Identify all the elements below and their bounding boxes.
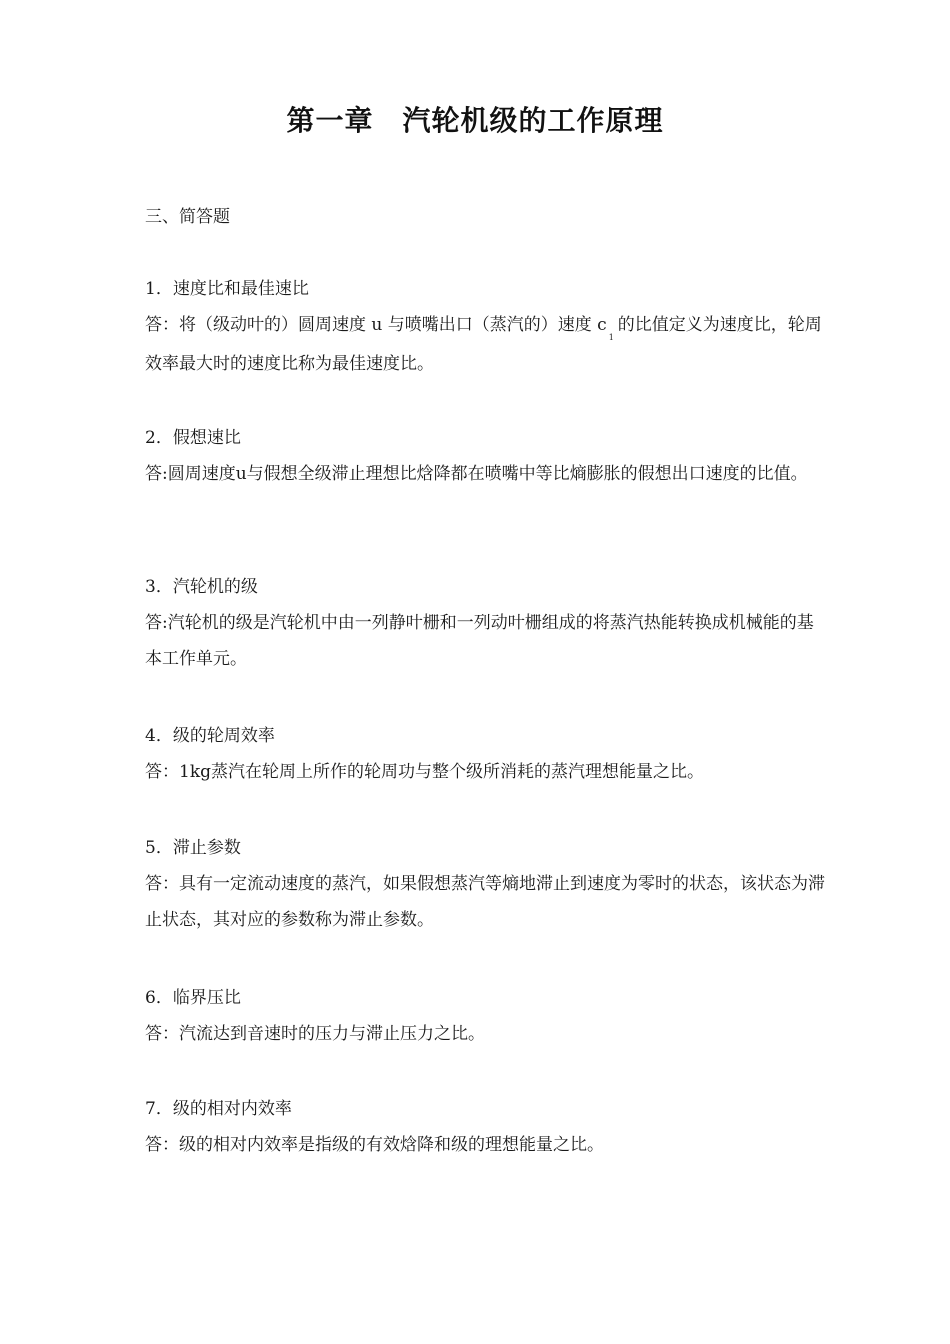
answer-1-text-b: 的比值定义为速度比，轮周效率最大时的速度比称为最佳速度比。 [145,315,822,374]
answer-1-text-a: 答：将（级动叶的）圆周速度 u 与喷嘴出口（蒸汽的）速度 c [145,315,607,335]
question-2: 2．假想速比 [145,428,241,448]
question-1: 1．速度比和最佳速比 [145,279,309,299]
answer-1 [145,307,825,382]
qa-item-3 [145,569,825,677]
qa-item-2 [145,420,825,492]
answer-3: 答:汽轮机的级是汽轮机中由一列静叶栅和一列动叶栅组成的将蒸汽热能转换成机械能的基本工作单元。 [145,613,814,669]
answer-1-subscript: 1 [608,333,614,342]
chapter-title: 第一章 汽轮机级的工作原理 [286,104,664,137]
question-3: 3．汽轮机的级 [145,577,258,597]
answer-4: 答：1kg蒸汽在轮周上所作的轮周功与整个级所消耗的蒸汽理想能量之比。 [145,762,704,782]
qa-item-6 [145,980,825,1052]
question-6: 6．临界压比 [145,988,241,1008]
qa-item-1 [145,271,825,382]
qa-item-4 [145,718,825,790]
section-heading: 三、简答题 [145,207,230,227]
question-4: 4．级的轮周效率 [145,726,275,746]
question-7: 7．级的相对内效率 [145,1099,292,1119]
answer-5: 答：具有一定流动速度的蒸汽，如果假想蒸汽等熵地滞止到速度为零时的状态，该状态为滞止状态，其对应的参数称为滞止参数。 [145,874,825,930]
answer-6: 答：汽流达到音速时的压力与滞止压力之比。 [145,1024,485,1044]
qa-item-5 [145,830,825,938]
answer-7: 答：级的相对内效率是指级的有效焓降和级的理想能量之比。 [145,1135,604,1155]
question-5: 5．滞止参数 [145,838,241,858]
answer-2: 答:圆周速度u与假想全级滞止理想比焓降都在喷嘴中等比熵膨胀的假想出口速度的比值。 [145,464,808,484]
qa-item-7 [145,1091,825,1163]
